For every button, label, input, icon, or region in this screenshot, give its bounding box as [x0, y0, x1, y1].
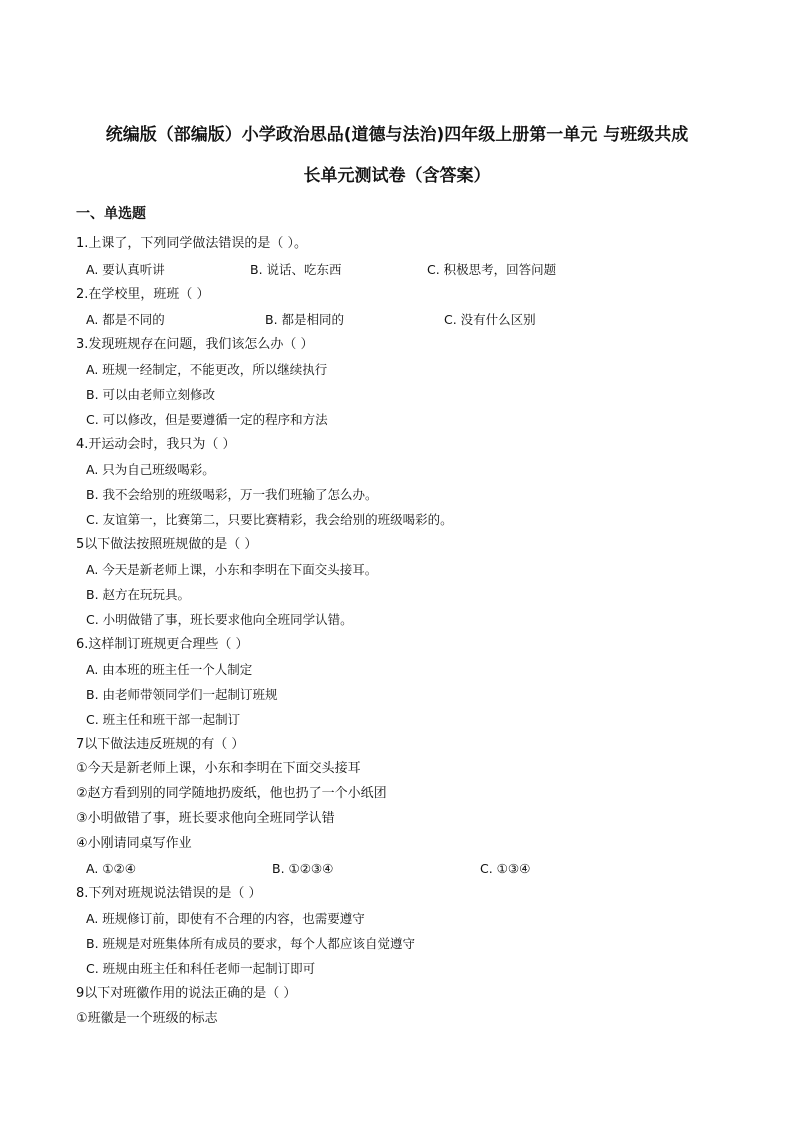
- question-2-option-a: A. 都是不同的: [86, 312, 165, 327]
- question-9-statement-1: ①班徽是一个班级的标志: [76, 1011, 218, 1026]
- question-6-option-a: A. 由本班的班主任一个人制定: [86, 662, 253, 677]
- question-3-option-c: C. 可以修改，但是要遵循一定的程序和方法: [86, 412, 328, 427]
- question-6-option-b: B. 由老师带领同学们一起制订班规: [86, 687, 278, 702]
- question-2-stem: 2.在学校里，班班（ ）: [76, 287, 210, 302]
- question-1-option-a: A. 要认真听讲: [86, 262, 165, 277]
- question-1-option-c: C. 积极思考，回答问题: [427, 262, 557, 277]
- question-7-stem: 7以下做法违反班规的有（ ）: [76, 737, 245, 752]
- question-2-option-b: B. 都是相同的: [265, 312, 345, 327]
- document-title-line-1: 统编版（部编版）小学政治思品(道德与法治)四年级上册第一单元 与班级共成: [105, 125, 689, 145]
- question-8-option-c: C. 班规由班主任和科任老师一起制订即可: [86, 961, 316, 976]
- question-2-option-c: C. 没有什么区别: [444, 312, 536, 327]
- question-6-stem: 6.这样制订班规更合理些（ ）: [76, 637, 249, 652]
- question-7-option-a: A. ①②④: [86, 861, 136, 876]
- document-title-line-2: 长单元测试卷（含答案）: [303, 166, 491, 186]
- question-5-option-c: C. 小明做错了事，班长要求他向全班同学认错。: [86, 612, 353, 627]
- question-7-statement-4: ④小刚请同桌写作业: [76, 836, 192, 851]
- question-8-stem: 8.下列对班规说法错误的是（ ）: [76, 886, 262, 901]
- question-7-option-c: C. ①③④: [480, 861, 531, 876]
- question-3-option-b: B. 可以由老师立刻修改: [86, 387, 216, 402]
- question-5-option-b: B. 赵方在玩玩具。: [86, 587, 191, 602]
- question-3-option-a: A. 班规一经制定，不能更改，所以继续执行: [86, 362, 328, 377]
- question-1-option-b: B. 说话、吃东西: [250, 262, 342, 277]
- question-4-stem: 4.开运动会时，我只为（ ）: [76, 437, 236, 452]
- question-8-option-b: B. 班规是对班集体所有成员的要求，每个人都应该自觉遵守: [86, 936, 416, 951]
- question-7-statement-1: ①今天是新老师上课，小东和李明在下面交头接耳: [76, 761, 361, 776]
- question-4-option-a: A. 只为自己班级喝彩。: [86, 462, 215, 477]
- question-6-option-c: C. 班主任和班干部一起制订: [86, 712, 241, 727]
- question-4-option-c: C. 友谊第一，比赛第二，只要比赛精彩，我会给别的班级喝彩的。: [86, 512, 453, 527]
- question-5-option-a: A. 今天是新老师上课，小东和李明在下面交头接耳。: [86, 562, 378, 577]
- question-1-stem: 1.上课了，下列同学做法错误的是（ ）。: [76, 236, 308, 251]
- question-7-statement-2: ②赵方看到别的同学随地扔废纸，他也扔了一个小纸团: [76, 786, 387, 801]
- question-5-stem: 5以下做法按照班规做的是（ ）: [76, 537, 258, 552]
- section-heading: 一、单选题: [76, 206, 146, 222]
- question-3-stem: 3.发现班规存在问题，我们该怎么办（ ）: [76, 337, 314, 352]
- question-8-option-a: A. 班规修订前，即使有不合理的内容，也需要遵守: [86, 911, 365, 926]
- question-4-option-b: B. 我不会给别的班级喝彩，万一我们班输了怎么办。: [86, 487, 378, 502]
- question-9-stem: 9以下对班徽作用的说法正确的是（ ）: [76, 986, 297, 1001]
- question-7-statement-3: ③小明做错了事，班长要求他向全班同学认错: [76, 811, 335, 826]
- question-7-option-b: B. ①②③④: [272, 861, 334, 876]
